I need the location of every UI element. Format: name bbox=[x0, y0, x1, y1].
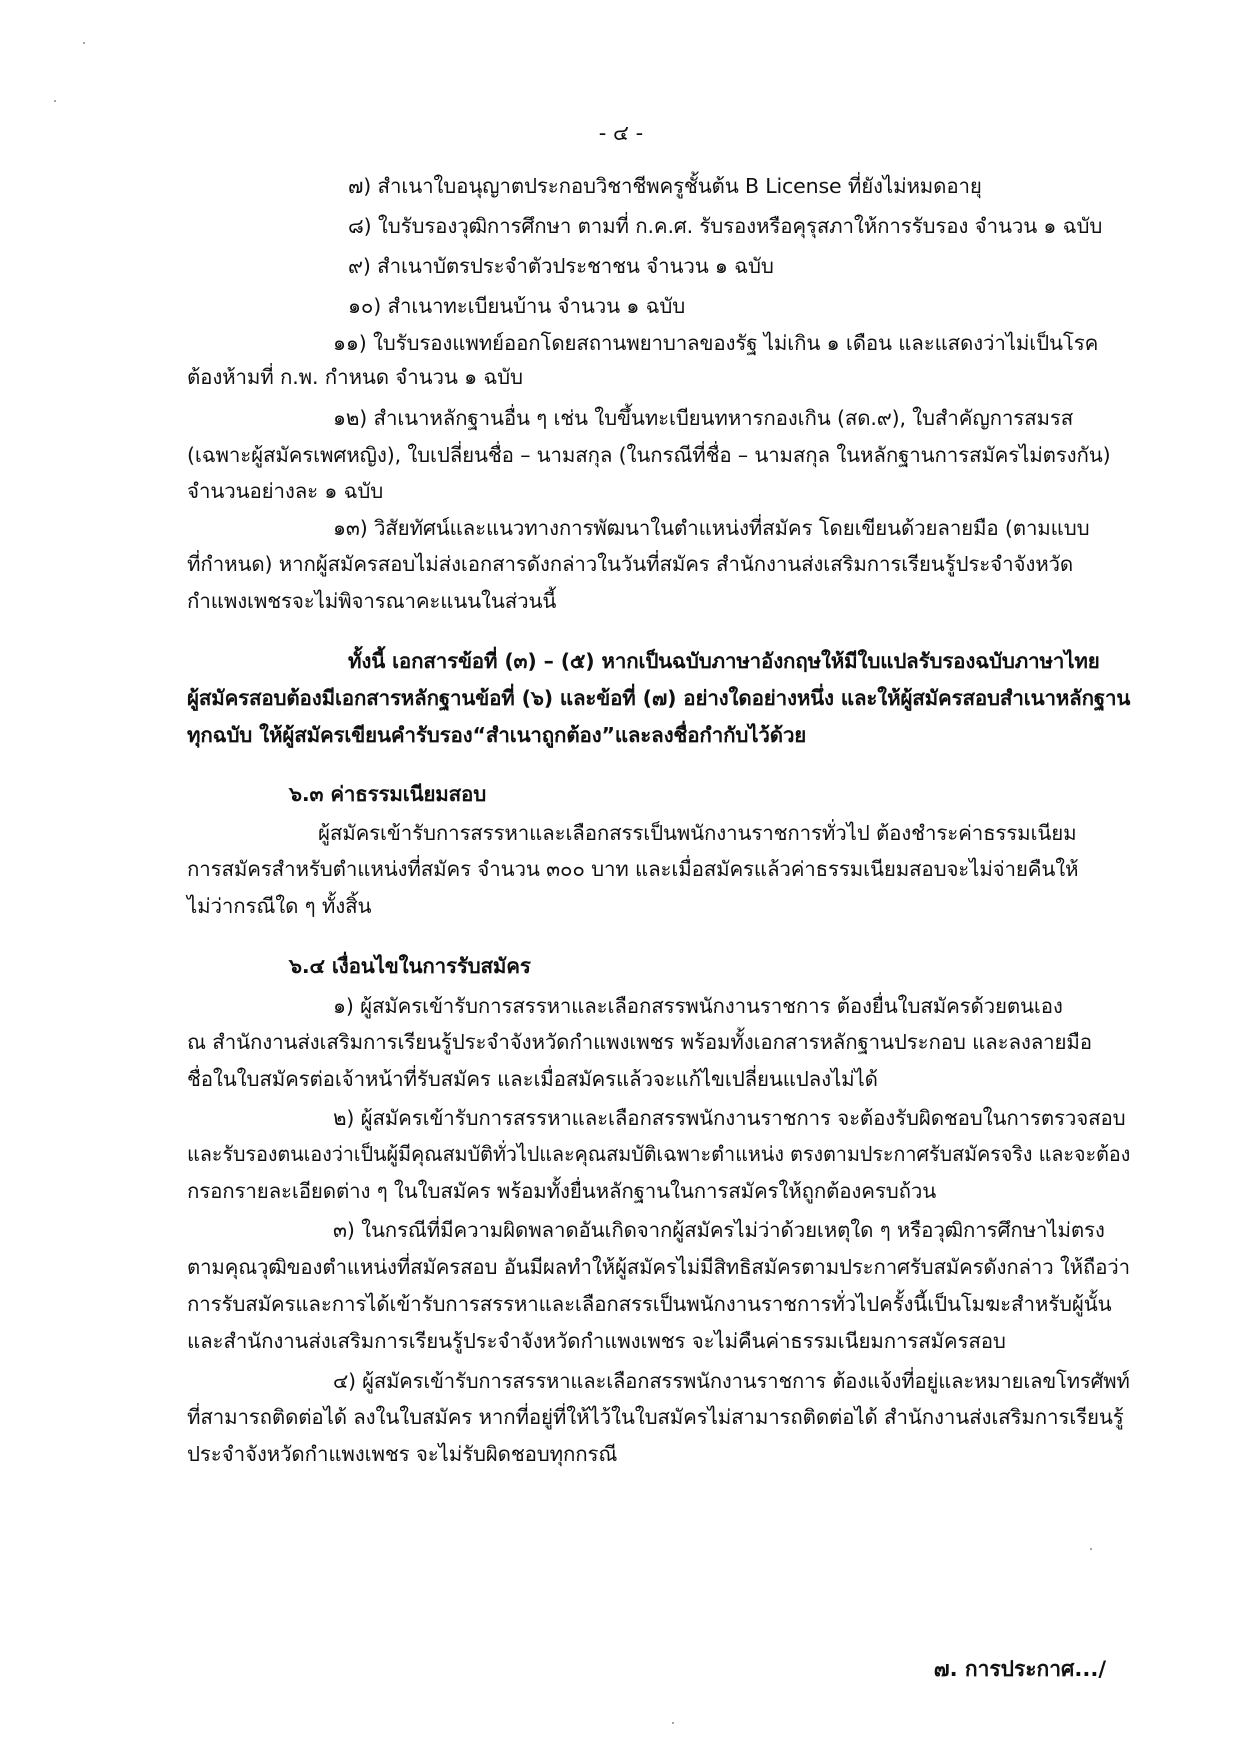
list-item-continuation: ต้องห้ามที่ ก.พ. กำหนด จำนวน ๑ ฉบับ bbox=[187, 365, 523, 389]
paragraph-line: ที่สามารถติดต่อได้ ลงในใบสมัคร หากที่อยู่ที่ให้ไว้ในใบสมัครไม่สามารถติดต่อได้ สำนักงานส่งเสริมการเรียนรู้ bbox=[187, 1405, 1124, 1429]
list-item: ๗) สำเนาใบอนุญาตประกอบวิชาชีพครูชั้นต้น B License ที่ยังไม่หมดอายุ bbox=[348, 174, 982, 198]
list-item-continuation: (เฉพาะผู้สมัครเพศหญิง), ใบเปลี่ยนชื่อ – นามสกุล (ในกรณีที่ชื่อ – นามสกุล ในหลักฐานการสมัครไม่ตรงกัน) bbox=[187, 443, 1111, 467]
paragraph-line: การสมัครสำหรับตำแหน่งที่สมัคร จำนวน ๓๐๐ บาท และเมื่อสมัครแล้วค่าธรรมเนียมสอบจะไม่จ่ายคืนให้ bbox=[187, 857, 1079, 881]
list-item-continuation: กำแพงเพชรจะไม่พิจารณาคะแนนในส่วนนี้ bbox=[187, 589, 557, 613]
paragraph-line: การรับสมัครและการได้เข้ารับการสรรหาและเลือกสรรเป็นพนักงานราชการทั่วไปครั้งนี้เป็นโมฆะสำหรับผู้นั้น bbox=[187, 1292, 1112, 1316]
paragraph-line: ๔) ผู้สมัครเข้ารับการสรรหาและเลือกสรรพนักงานราชการ ต้องแจ้งที่อยู่และหมายเลขโทรศัพท์ bbox=[333, 1369, 1130, 1393]
list-item-continuation: จำนวนอย่างละ ๑ ฉบับ bbox=[187, 479, 384, 503]
paragraph-line: และรับรองตนเองว่าเป็นผู้มีคุณสมบัติทั่วไปและคุณสมบัติเฉพาะตำแหน่ง ตรงตามประกาศรับสมัครจริง และจะต้อง bbox=[187, 1142, 1131, 1166]
paragraph-line: ณ สำนักงานส่งเสริมการเรียนรู้ประจำจังหวัดกำแพงเพชร พร้อมทั้งเอกสารหลักฐานประกอบ และลงลายมือ bbox=[187, 1030, 1092, 1054]
list-item: ๑๒) สำเนาหลักฐานอื่น ๆ เช่น ใบขึ้นทะเบียนทหารกองเกิน (สด.๙), ใบสำคัญการสมรส bbox=[333, 406, 1074, 430]
paragraph-line: ไม่ว่ากรณีใด ๆ ทั้งสิ้น bbox=[187, 894, 372, 918]
page-number: - ๔ - bbox=[598, 121, 644, 145]
paragraph-line: ผู้สมัครเข้ารับการสรรหาและเลือกสรรเป็นพนักงานราชการทั่วไป ต้องชำระค่าธรรมเนียม bbox=[318, 821, 1077, 845]
paragraph-line: ตามคุณวุฒิของตำแหน่งที่สมัครสอบ อันมีผลทำให้ผู้สมัครไม่มีสิทธิสมัครตามประกาศรับสมัครดังกล่าว ให้ถือว่า bbox=[187, 1255, 1130, 1279]
list-item: ๘) ใบรับรองวุฒิการศึกษา ตามที่ ก.ค.ศ. รับรองหรือคุรุสภาให้การรับรอง จำนวน ๑ ฉบับ bbox=[348, 214, 1103, 238]
scan-speck bbox=[83, 42, 85, 44]
scan-speck bbox=[54, 100, 56, 102]
paragraph-line: กรอกรายละเอียดต่าง ๆ ในใบสมัคร พร้อมทั้งยื่นหลักฐานในการสมัครให้ถูกต้องครบถ้วน bbox=[187, 1179, 937, 1203]
scan-speck bbox=[1090, 1548, 1092, 1550]
continuation-footer: ๗. การประกาศ.../ bbox=[933, 1657, 1106, 1681]
section-heading: ๖.๓ ค่าธรรมเนียมสอบ bbox=[289, 782, 487, 806]
scan-speck bbox=[672, 1722, 674, 1724]
list-item-continuation: ที่กำหนด) หากผู้สมัครสอบไม่ส่งเอกสารดังกล่าวในวันที่สมัคร สำนักงานส่งเสริมการเรียนรู้ประจำจังหวัด bbox=[187, 552, 1074, 576]
note-paragraph: ทั้งนี้ เอกสารข้อที่ (๓) – (๕) หากเป็นฉบับภาษาอังกฤษให้มีใบแปลรับรองฉบับภาษาไทย bbox=[348, 649, 1100, 673]
list-item: ๙) สำเนาบัตรประจำตัวประชาชน จำนวน ๑ ฉบับ bbox=[348, 254, 774, 278]
list-item: ๑๓) วิสัยทัศน์และแนวทางการพัฒนาในตำแหน่งที่สมัคร โดยเขียนด้วยลายมือ (ตามแบบ bbox=[333, 516, 1090, 540]
paragraph-line: ประจำจังหวัดกำแพงเพชร จะไม่รับผิดชอบทุกกรณี bbox=[187, 1442, 618, 1466]
section-heading: ๖.๔ เงื่อนไขในการรับสมัคร bbox=[289, 954, 531, 978]
list-item: ๑๐) สำเนาทะเบียนบ้าน จำนวน ๑ ฉบับ bbox=[348, 294, 686, 318]
paragraph-line: ๒) ผู้สมัครเข้ารับการสรรหาและเลือกสรรพนักงานราชการ จะต้องรับผิดชอบในการตรวจสอบ bbox=[333, 1106, 1126, 1130]
note-paragraph: ผู้สมัครสอบต้องมีเอกสารหลักฐานข้อที่ (๖) และข้อที่ (๗) อย่างใดอย่างหนึ่ง และให้ผู้สมัครสอบสำเนาหลักฐาน bbox=[187, 686, 1131, 710]
paragraph-line: ชื่อในใบสมัครต่อเจ้าหน้าที่รับสมัคร และเมื่อสมัครแล้วจะแก้ไขเปลี่ยนแปลงไม่ได้ bbox=[187, 1067, 878, 1091]
paragraph-line: ๑) ผู้สมัครเข้ารับการสรรหาและเลือกสรรพนักงานราชการ ต้องยื่นใบสมัครด้วยตนเอง bbox=[333, 994, 1063, 1018]
paragraph-line: และสำนักงานส่งเสริมการเรียนรู้ประจำจังหวัดกำแพงเพชร จะไม่คืนค่าธรรมเนียมการสมัครสอบ bbox=[187, 1329, 1006, 1353]
paragraph-line: ๓) ในกรณีที่มีความผิดพลาดอันเกิดจากผู้สมัครไม่ว่าด้วยเหตุใด ๆ หรือวุฒิการศึกษาไม่ตรง bbox=[333, 1218, 1105, 1242]
list-item: ๑๑) ใบรับรองแพทย์ออกโดยสถานพยาบาลของรัฐ ไม่เกิน ๑ เดือน และแสดงว่าไม่เป็นโรค bbox=[333, 331, 1099, 355]
note-paragraph: ทุกฉบับ ให้ผู้สมัครเขียนคำรับรอง“สำเนาถูกต้อง”และลงชื่อกำกับไว้ด้วย bbox=[187, 723, 807, 747]
